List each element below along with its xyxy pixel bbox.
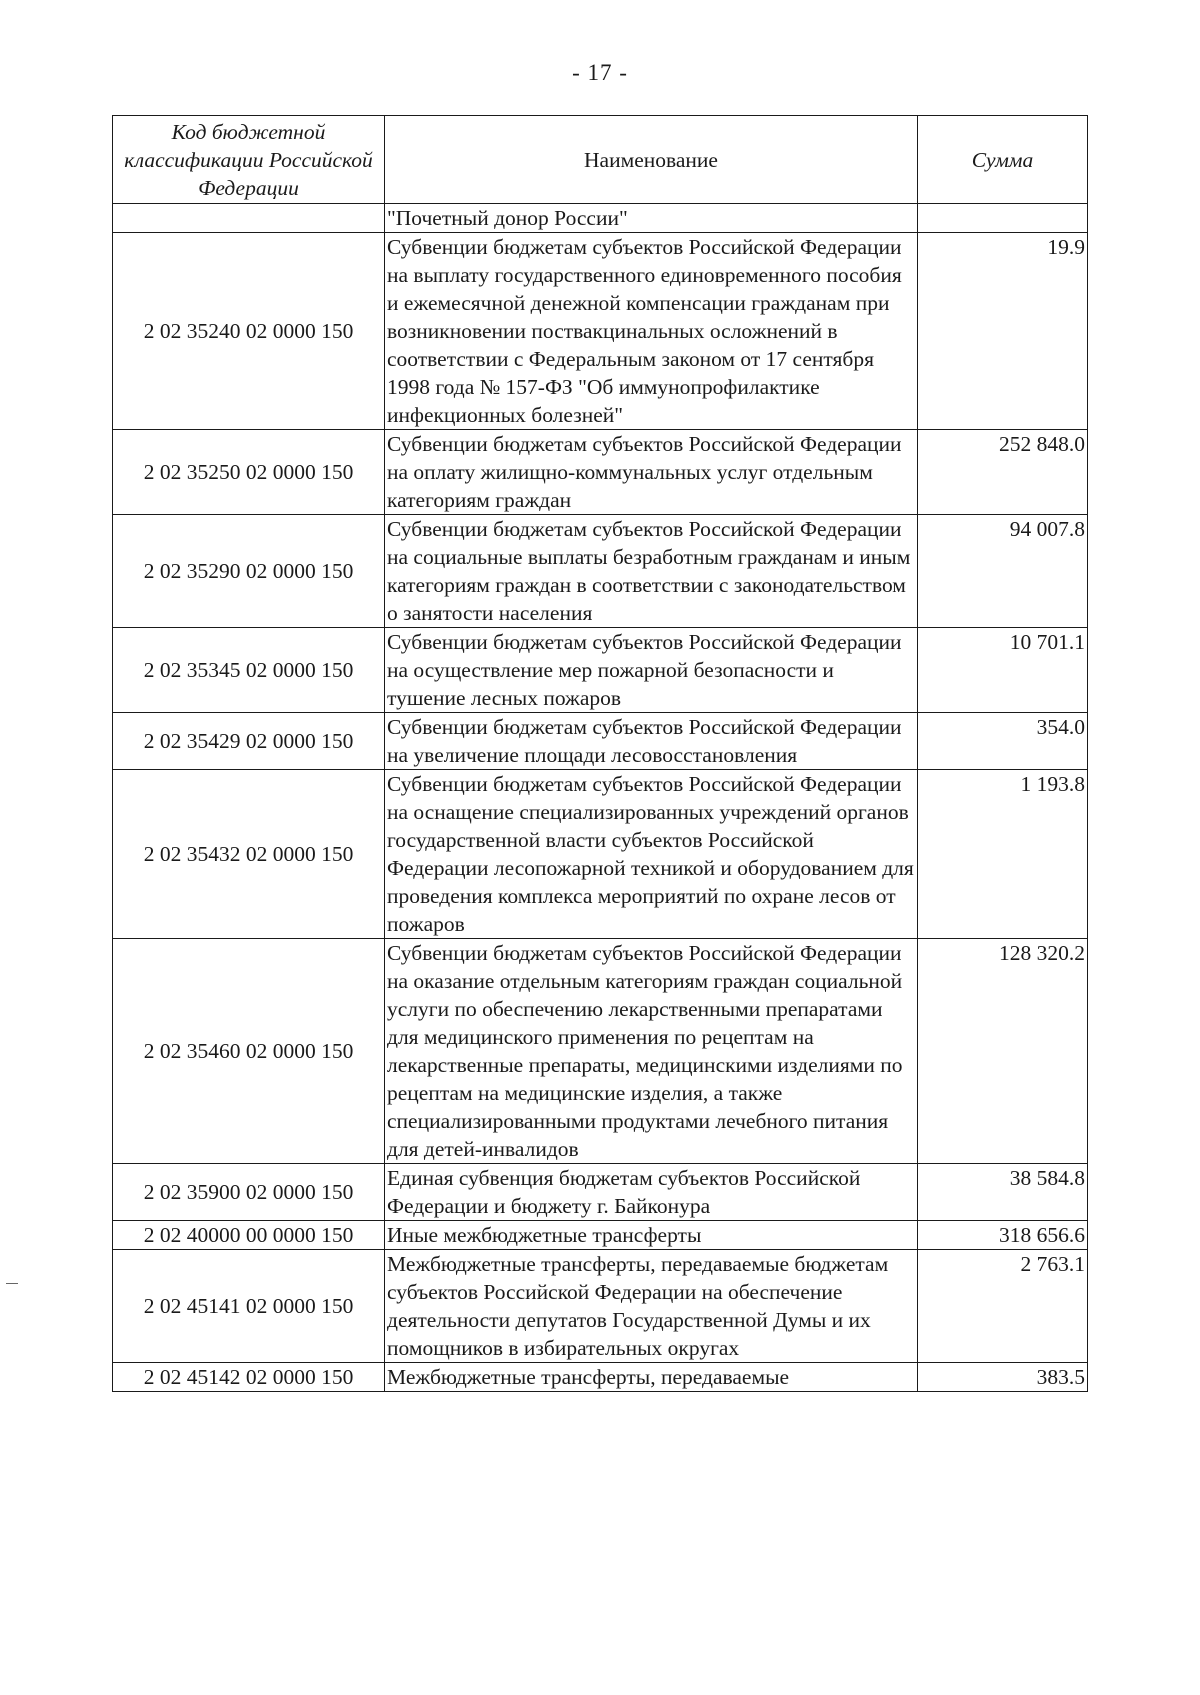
row-amount: 19.9 bbox=[918, 233, 1088, 430]
margin-mark bbox=[6, 1283, 18, 1284]
row-name: Единая субвенция бюджетам субъектов Российской Федерации и бюджету г. Байконура bbox=[385, 1164, 918, 1221]
table-row bbox=[113, 628, 1088, 713]
row-amount: 318 656.6 bbox=[918, 1221, 1088, 1250]
table-row bbox=[113, 233, 1088, 430]
table-header-row bbox=[113, 116, 1088, 204]
table-row bbox=[113, 1250, 1088, 1363]
row-amount: 354.0 bbox=[918, 713, 1088, 770]
row-code: 2 02 45142 02 0000 150 bbox=[113, 1363, 385, 1392]
row-amount: 38 584.8 bbox=[918, 1164, 1088, 1221]
row-name: Межбюджетные трансферты, передаваемые бюджетам субъектов Российской Федерации на обеспечение деятельности депутатов Государственной Думы и их помощников в избирательных округах bbox=[385, 1250, 918, 1363]
row-amount: 252 848.0 bbox=[918, 430, 1088, 515]
header-amount: Сумма bbox=[918, 116, 1088, 204]
header-name: Наименование bbox=[385, 116, 918, 204]
row-name: Субвенции бюджетам субъектов Российской Федерации на выплату государственного единовременного пособия и ежемесячной денежной компенсации гражданам при возникновении поствакцинальных осложнений в соответствии с Федеральным законом от 17 сентября 1998 года № 157-ФЗ "Об иммунопрофилактике инфекционных болезней" bbox=[385, 233, 918, 430]
row-code: 2 02 45141 02 0000 150 bbox=[113, 1250, 385, 1363]
table-row bbox=[113, 515, 1088, 628]
budget-table bbox=[112, 115, 1088, 1392]
row-code: 2 02 35429 02 0000 150 bbox=[113, 713, 385, 770]
header-code: Код бюджетной классификации Российской Федерации bbox=[113, 116, 385, 204]
table-row bbox=[113, 1363, 1088, 1392]
row-name: Субвенции бюджетам субъектов Российской Федерации на осуществление мер пожарной безопасности и тушение лесных пожаров bbox=[385, 628, 918, 713]
row-code: 2 02 35240 02 0000 150 bbox=[113, 233, 385, 430]
row-code: 2 02 35900 02 0000 150 bbox=[113, 1164, 385, 1221]
row-name: Субвенции бюджетам субъектов Российской Федерации на увеличение площади лесовосстановления bbox=[385, 713, 918, 770]
row-code: 2 02 35290 02 0000 150 bbox=[113, 515, 385, 628]
row-amount: 1 193.8 bbox=[918, 770, 1088, 939]
row-amount: 2 763.1 bbox=[918, 1250, 1088, 1363]
table-row bbox=[113, 204, 1088, 233]
row-code: 2 02 35432 02 0000 150 bbox=[113, 770, 385, 939]
table-row bbox=[113, 713, 1088, 770]
row-code: 2 02 40000 00 0000 150 bbox=[113, 1221, 385, 1250]
page-number: - 17 - bbox=[572, 60, 628, 85]
row-name: Субвенции бюджетам субъектов Российской Федерации на оплату жилищно-коммунальных услуг отдельным категориям граждан bbox=[385, 430, 918, 515]
table-row bbox=[113, 939, 1088, 1164]
row-name: Субвенции бюджетам субъектов Российской Федерации на оказание отдельным категориям граждан социальной услуги по обеспечению лекарственными препаратами для медицинского применения по рецептам на лекарственные препараты, медицинскими изделиями по рецептам на медицинские изделия, а также специализированными продуктами лечебного питания для детей-инвалидов bbox=[385, 939, 918, 1164]
row-code bbox=[113, 204, 385, 233]
row-code: 2 02 35345 02 0000 150 bbox=[113, 628, 385, 713]
row-amount: 128 320.2 bbox=[918, 939, 1088, 1164]
row-code: 2 02 35250 02 0000 150 bbox=[113, 430, 385, 515]
row-name: "Почетный донор России" bbox=[385, 204, 918, 233]
table-row bbox=[113, 1164, 1088, 1221]
row-name: Иные межбюджетные трансферты bbox=[385, 1221, 918, 1250]
table-row bbox=[113, 770, 1088, 939]
table-row bbox=[113, 430, 1088, 515]
row-name: Субвенции бюджетам субъектов Российской Федерации на оснащение специализированных учреждений органов государственной власти субъектов Российской Федерации лесопожарной техникой и оборудованием для проведения комплекса мероприятий по охране лесов от пожаров bbox=[385, 770, 918, 939]
row-name: Субвенции бюджетам субъектов Российской Федерации на социальные выплаты безработным гражданам и иным категориям граждан в соответствии с законодательством о занятости населения bbox=[385, 515, 918, 628]
row-amount: 10 701.1 bbox=[918, 628, 1088, 713]
table-row bbox=[113, 1221, 1088, 1250]
row-code: 2 02 35460 02 0000 150 bbox=[113, 939, 385, 1164]
row-amount bbox=[918, 204, 1088, 233]
row-name: Межбюджетные трансферты, передаваемые bbox=[385, 1363, 918, 1392]
row-amount: 94 007.8 bbox=[918, 515, 1088, 628]
row-amount: 383.5 bbox=[918, 1363, 1088, 1392]
